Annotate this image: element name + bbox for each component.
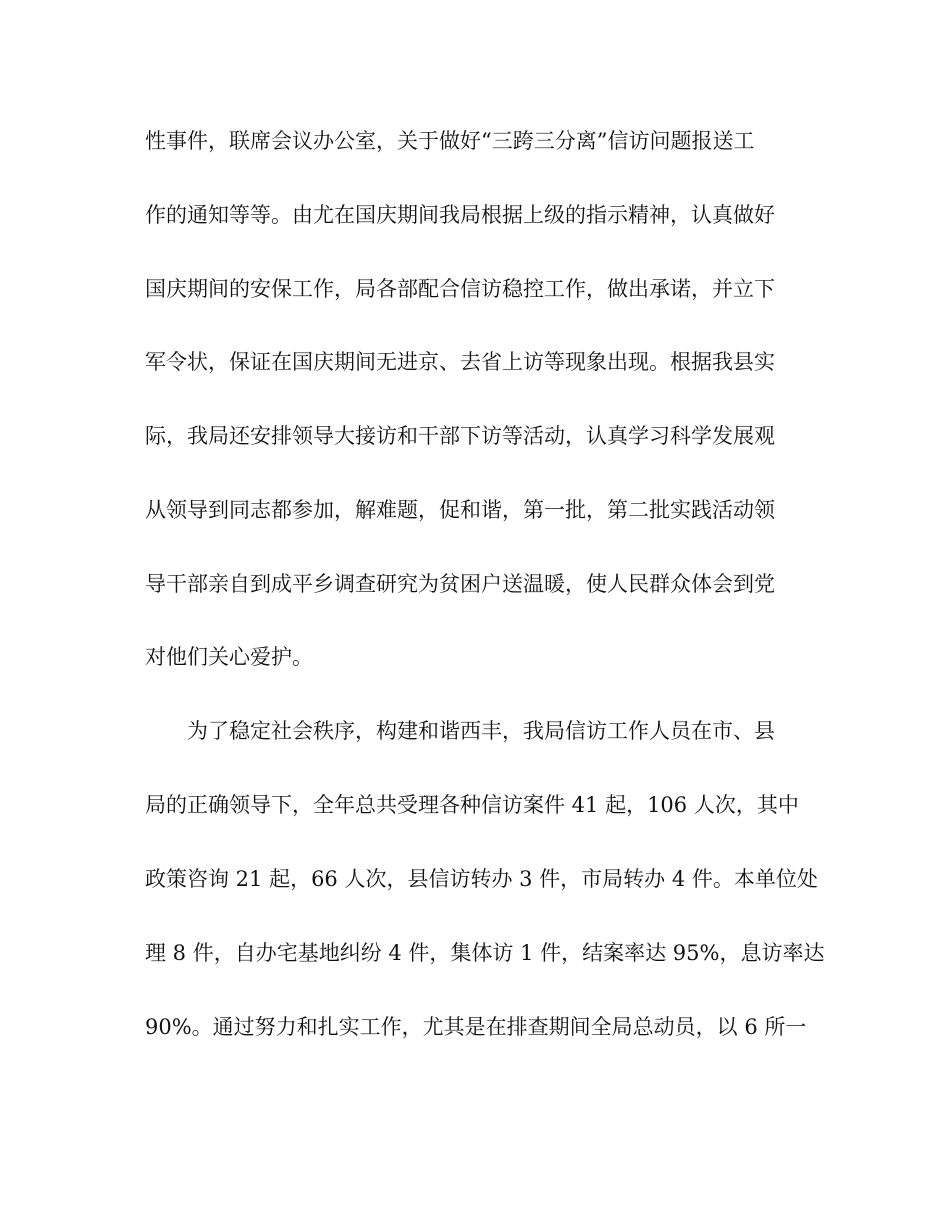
text-line: 军令状，保证在国庆期间无进京、去省上访等现象出现。根据我县实 <box>145 350 775 374</box>
text-line: 从领导到同志都参加，解难题，促和谐，第一批，第二批实践活动领 <box>145 498 775 522</box>
text-line: 理 8 件，自办宅基地纠纷 4 件，集体访 1 件，结案率达 95%，息访率达 <box>145 941 825 965</box>
text-line: 对他们关心爱护。 <box>145 645 313 669</box>
text-line: 性事件，联席会议办公室，关于做好“三跨三分离”信访问题报送工 <box>145 129 755 153</box>
text-line: 政策咨询 21 起，66 人次，县信访转办 3 件，市局转办 4 件。本单位处 <box>145 867 818 891</box>
text-line: 作的通知等等。由尤在国庆期间我局根据上级的指示精神，认真做好 <box>145 203 775 227</box>
text-line: 国庆期间的安保工作，局各部配合信访稳控工作，做出承诺，并立下 <box>145 277 775 301</box>
text-line: 导干部亲自到成平乡调查研究为贫困户送温暖，使人民群众体会到党 <box>145 572 775 596</box>
text-line: 局的正确领导下，全年总共受理各种信访案件 41 起，106 人次，其中 <box>145 793 799 817</box>
text-line: 为了稳定社会秩序，构建和谐西丰，我局信访工作人员在市、县 <box>187 719 775 743</box>
text-line: 际，我局还安排领导大接访和干部下访等活动，认真学习科学发展观 <box>145 424 775 448</box>
text-line: 90%。通过努力和扎实工作，尤其是在排查期间全局总动员，以 6 所一 <box>145 1015 807 1039</box>
